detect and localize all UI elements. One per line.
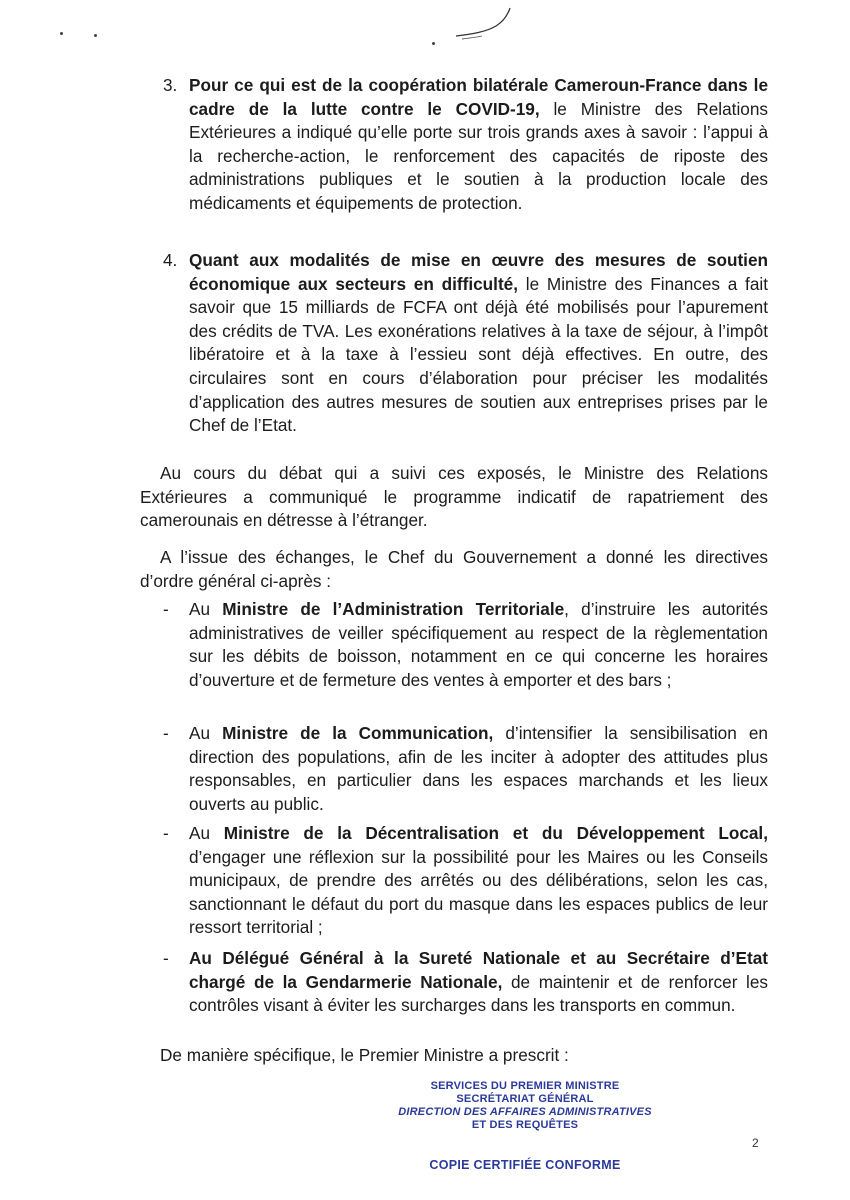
directive-item-communication [163, 722, 768, 816]
directive-body [189, 822, 768, 940]
item-bold-lead: Quant aux modalités de mise en œuvre des mesures de soutien économique aux secteurs en difficulté, [189, 250, 768, 294]
scan-speck [432, 42, 435, 45]
official-stamp [380, 1080, 670, 1132]
dash-marker: - [163, 823, 169, 843]
dash-marker: - [163, 599, 169, 619]
numbered-item-3 [163, 74, 768, 216]
scan-speck [60, 32, 63, 35]
directive-body [189, 947, 768, 1018]
directive-item-decentralisation [163, 822, 768, 940]
directive-lead: Au [189, 723, 223, 743]
paragraph-closing: De manière spécifique, le Premier Ministre a prescrit : [160, 1045, 569, 1065]
directive-text: , d’instruire les autorités administratives de veiller spécifiquement au respect de la règlementation sur les débits de boisson, notamment en ce qui concerne les horaires d’ouverture et de fermeture des ventes à emporter et des bars ; [189, 599, 768, 690]
directive-item-surete [163, 947, 768, 1018]
handwritten-mark-icon [452, 6, 522, 42]
directive-text: d’engager une réflexion sur la possibilité pour les Maires ou les Conseils municipaux, de prendre des arrêtés ou des délibérations, selon les cas, sanctionnant le défaut du port du masque dans les espaces publics de leur ressort territorial ; [189, 846, 768, 938]
directive-lead: Au [189, 599, 223, 619]
dash-marker: - [163, 723, 169, 743]
dash-marker: - [163, 948, 169, 968]
item-number: 3. [163, 75, 178, 95]
paragraph-debate: Au cours du débat qui a suivi ces exposés, le Ministre des Relations Extérieures a communiqué le programme indicatif de rapatriement des camerounais en détresse à l’étranger. [140, 463, 768, 531]
directive-text: de maintenir et de renforcer les contrôles visant à éviter les surcharges dans les transports en commun. [189, 971, 769, 1016]
directive-bold: Au Délégué Général à la Sureté Nationale et au Secrétaire d’Etat chargé de la Gendarmerie Nationale, [189, 948, 768, 992]
scan-speck [94, 34, 97, 37]
item-number: 4. [163, 250, 178, 270]
numbered-item-4 [163, 249, 768, 438]
directive-text: d’intensifier la sensibilisation en direction des populations, afin de les inciter à adopter des attitudes plus responsables, en particulier dans les espaces marchands et les lieux ouverts au public. [189, 723, 768, 814]
paragraph-directives-intro: A l’issue des échanges, le Chef du Gouvernement a donné les directives d’ordre général ci-après : [140, 547, 768, 591]
certified-copy-stamp: COPIE CERTIFIÉE CONFORME [429, 1158, 621, 1172]
stamp-line-1: SERVICES DU PREMIER MINISTRE [430, 1080, 620, 1092]
directive-item-administration [163, 598, 768, 692]
item-bold-lead: Pour ce qui est de la coopération bilatérale Cameroun-France dans le cadre de la lutte contre le COVID-19, [189, 75, 768, 119]
item-body [189, 74, 768, 216]
item-body [189, 249, 768, 438]
item-text: le Ministre des Finances a fait savoir que 15 milliards de FCFA ont déjà été mobilisés pour l’apurement des crédits de TVA. Les exonérations relatives à la taxe de séjour, à l’impôt libératoire et à la taxe à l’essieu sont déjà effectives. En outre, des circulaires sont en cours d’élaboration pour préciser les modalités d’application des autres mesures de soutien aux entreprises prises par le Chef de l’Etat. [189, 273, 768, 436]
directive-bold: Ministre de l’Administration Territoriale [222, 599, 565, 619]
directive-bold: Ministre de la Décentralisation et du Développement Local, [223, 823, 768, 843]
directive-body [189, 722, 768, 816]
stamp-line-3: DIRECTION DES AFFAIRES ADMINISTRATIVES [398, 1106, 652, 1118]
stamp-line-2: SECRÉTARIAT GÉNÉRAL [456, 1093, 594, 1105]
directive-bold: Ministre de la Communication, [222, 723, 494, 743]
directive-lead: Au [189, 823, 224, 843]
stamp-line-4: ET DES REQUÊTES [471, 1119, 579, 1131]
page-number: 2 [752, 1136, 759, 1150]
item-text: le Ministre des Relations Extérieures a indiqué qu’elle porte sur trois grands axes à savoir : l’appui à la recherche-action, le renforcement des capacités de riposte des administrations publiques et le soutien à la production locale des médicaments et équipements de protection. [189, 98, 768, 213]
directive-body [189, 598, 768, 692]
